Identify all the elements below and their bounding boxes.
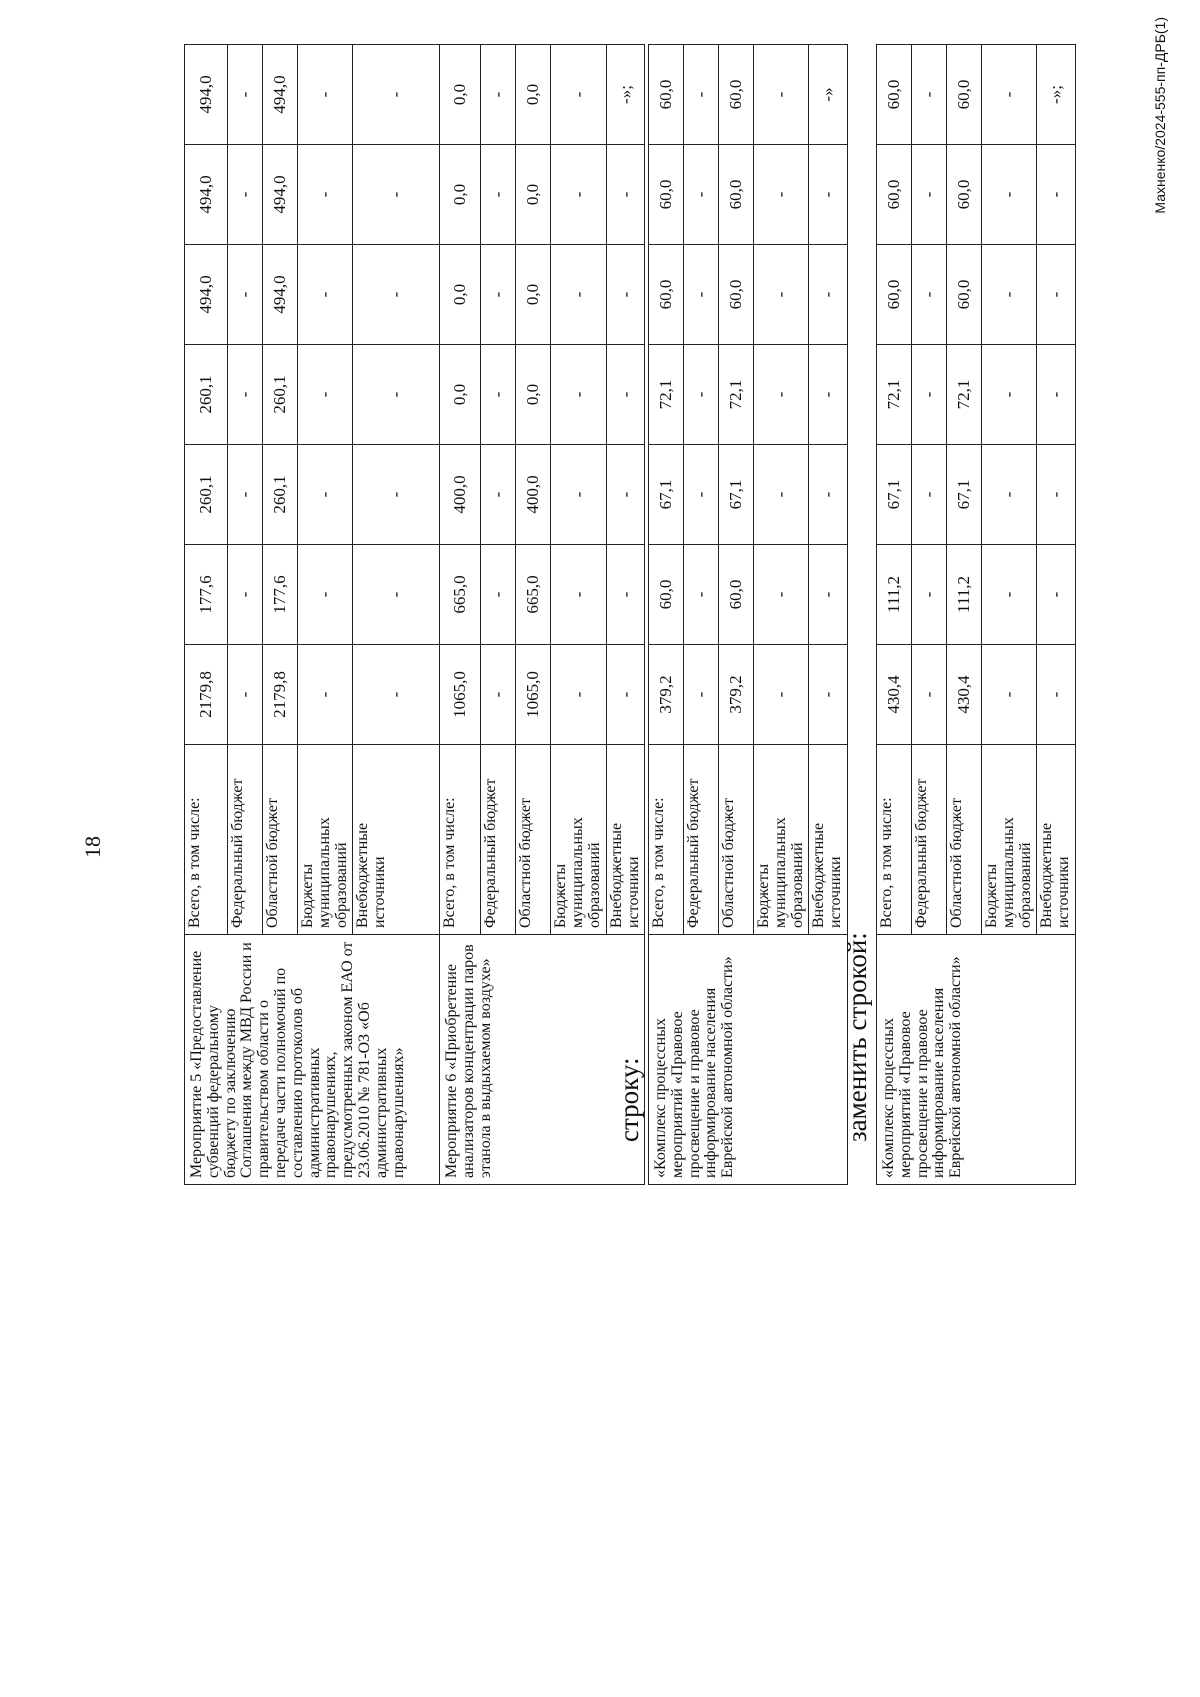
value-cell: - [353, 245, 440, 345]
value-cell: - [684, 345, 719, 445]
value-cell: - [684, 45, 719, 145]
value-cell: - [982, 45, 1037, 145]
value-cell: - [551, 245, 606, 345]
value-cell: - [754, 345, 809, 445]
value-cell: 60,0 [719, 45, 754, 145]
value-cell: - [912, 245, 947, 345]
value-cell: - [606, 145, 645, 245]
value-cell: - [298, 45, 353, 145]
value-cell: - [481, 345, 516, 445]
value-cell: 494,0 [185, 145, 228, 245]
value-cell: 60,0 [649, 45, 684, 145]
value-cell: - [551, 45, 606, 145]
value-cell: - [298, 545, 353, 645]
value-cell: 0,0 [440, 345, 481, 445]
value-cell: 400,0 [516, 445, 551, 545]
value-cell: - [754, 145, 809, 245]
value-cell: 430,4 [877, 645, 912, 745]
value-cell: 177,6 [185, 545, 228, 645]
funding-source: Бюджеты муниципальных образований [298, 745, 353, 935]
value-cell: - [228, 445, 263, 545]
value-cell: 60,0 [877, 145, 912, 245]
value-cell: - [982, 245, 1037, 345]
value-cell: 2179,8 [185, 645, 228, 745]
value-cell: - [353, 545, 440, 645]
value-cell: - [298, 445, 353, 545]
value-cell: - [809, 445, 848, 545]
funding-source: Федеральный бюджет [684, 745, 719, 935]
value-cell: 1065,0 [440, 645, 481, 745]
complex-name: «Комплекс процессных мероприятий «Правовое просвещение и правовое информирование населения Еврейской автономной области» [877, 935, 1076, 1185]
value-cell: - [1037, 145, 1076, 245]
funding-source: Областной бюджет [263, 745, 298, 935]
value-cell: - [684, 645, 719, 745]
value-cell: 60,0 [947, 245, 982, 345]
funding-source: Бюджеты муниципальных образований [982, 745, 1037, 935]
value-cell: - [551, 345, 606, 445]
value-cell: - [809, 145, 848, 245]
value-cell: 0,0 [516, 245, 551, 345]
funding-source: Всего, в том числе: [440, 745, 481, 935]
value-cell: - [298, 145, 353, 245]
funding-source: Всего, в том числе: [877, 745, 912, 935]
value-cell: - [982, 545, 1037, 645]
value-cell: - [982, 645, 1037, 745]
value-cell: 260,1 [263, 345, 298, 445]
funding-source: Областной бюджет [516, 745, 551, 935]
value-cell: 0,0 [516, 145, 551, 245]
value-cell: - [228, 645, 263, 745]
value-cell: 260,1 [185, 345, 228, 445]
value-cell: - [481, 445, 516, 545]
value-cell: - [912, 445, 947, 545]
page-number: 18 [80, 836, 105, 858]
value-cell: - [684, 145, 719, 245]
value-cell: - [481, 645, 516, 745]
value-cell: - [606, 645, 645, 745]
value-cell: - [684, 545, 719, 645]
value-cell: - [754, 45, 809, 145]
table-activities-5-6 [184, 44, 645, 1185]
value-cell: 67,1 [877, 445, 912, 545]
value-cell: 60,0 [719, 245, 754, 345]
value-cell: - [684, 445, 719, 545]
value-cell: -»; [606, 45, 645, 145]
value-cell: 665,0 [516, 545, 551, 645]
value-cell: - [982, 345, 1037, 445]
value-cell: 60,0 [947, 45, 982, 145]
value-cell: - [551, 645, 606, 745]
value-cell: 72,1 [649, 345, 684, 445]
value-cell: - [1037, 245, 1076, 345]
complex-name: «Комплекс процессных мероприятий «Правовое просвещение и правовое информирование населения Еврейской автономной области» [649, 935, 848, 1185]
value-cell: - [228, 145, 263, 245]
value-cell: - [1037, 445, 1076, 545]
value-cell: 60,0 [649, 245, 684, 345]
caption-line: строку: [614, 1057, 644, 1142]
document-code: Махненко/2024-555-пп-ДРБ(1) [1152, 17, 1168, 214]
funding-source: Внебюджетные источники [353, 745, 440, 935]
value-cell: - [606, 545, 645, 645]
value-cell: 0,0 [440, 245, 481, 345]
value-cell: 67,1 [947, 445, 982, 545]
table-old-row [648, 44, 848, 1185]
activity-name: Мероприятие 6 «Приобретение анализаторов концентрации паров этанола в выдыхаемом воздухе» [440, 935, 645, 1185]
value-cell: 72,1 [719, 345, 754, 445]
table-row [649, 45, 684, 1185]
value-cell: - [353, 445, 440, 545]
value-cell: 72,1 [947, 345, 982, 445]
value-cell: 494,0 [263, 145, 298, 245]
value-cell: -» [809, 45, 848, 145]
value-cell: 60,0 [719, 545, 754, 645]
funding-source: Внебюджетные источники [1037, 745, 1076, 935]
value-cell: - [912, 45, 947, 145]
value-cell: - [353, 645, 440, 745]
value-cell: 60,0 [947, 145, 982, 245]
value-cell: - [298, 645, 353, 745]
value-cell: 60,0 [877, 45, 912, 145]
value-cell: - [551, 445, 606, 545]
value-cell: 0,0 [440, 145, 481, 245]
value-cell: 379,2 [719, 645, 754, 745]
value-cell: - [809, 245, 848, 345]
value-cell: 260,1 [185, 445, 228, 545]
value-cell: - [912, 545, 947, 645]
value-cell: - [754, 545, 809, 645]
value-cell: 111,2 [877, 545, 912, 645]
funding-source: Внебюджетные источники [606, 745, 645, 935]
value-cell: - [481, 145, 516, 245]
value-cell: - [481, 245, 516, 345]
value-cell: 494,0 [263, 45, 298, 145]
value-cell: 379,2 [649, 645, 684, 745]
value-cell: - [982, 145, 1037, 245]
table-row [877, 45, 912, 1185]
value-cell: - [606, 345, 645, 445]
value-cell: - [1037, 645, 1076, 745]
table-new-row [876, 44, 1076, 1185]
value-cell: - [551, 145, 606, 245]
funding-source: Всего, в том числе: [649, 745, 684, 935]
value-cell: - [912, 645, 947, 745]
funding-source: Внебюджетные источники [809, 745, 848, 935]
value-cell: 494,0 [185, 245, 228, 345]
funding-source: Областной бюджет [719, 745, 754, 935]
funding-source: Федеральный бюджет [228, 745, 263, 935]
value-cell: 67,1 [719, 445, 754, 545]
value-cell: 0,0 [516, 45, 551, 145]
value-cell: 1065,0 [516, 645, 551, 745]
table-row [185, 45, 228, 1185]
value-cell: - [1037, 345, 1076, 445]
value-cell: - [809, 645, 848, 745]
value-cell: 177,6 [263, 545, 298, 645]
value-cell: - [228, 345, 263, 445]
caption-replace: заменить строкой: [842, 932, 872, 1142]
value-cell: - [298, 245, 353, 345]
value-cell: - [754, 245, 809, 345]
funding-source: Федеральный бюджет [481, 745, 516, 935]
value-cell: - [353, 145, 440, 245]
value-cell: 60,0 [719, 145, 754, 245]
value-cell: 60,0 [649, 145, 684, 245]
value-cell: 260,1 [263, 445, 298, 545]
funding-source: Бюджеты муниципальных образований [754, 745, 809, 935]
value-cell: - [481, 45, 516, 145]
funding-source: Бюджеты муниципальных образований [551, 745, 606, 935]
value-cell: - [606, 445, 645, 545]
value-cell: - [551, 545, 606, 645]
value-cell: - [353, 345, 440, 445]
value-cell: - [754, 645, 809, 745]
value-cell: - [353, 45, 440, 145]
funding-source: Областной бюджет [947, 745, 982, 935]
value-cell: - [1037, 545, 1076, 645]
value-cell: 60,0 [877, 245, 912, 345]
value-cell: - [754, 445, 809, 545]
table-row [440, 45, 481, 1185]
value-cell: - [606, 245, 645, 345]
value-cell: 665,0 [440, 545, 481, 645]
value-cell: - [912, 145, 947, 245]
funding-source: Всего, в том числе: [185, 745, 228, 935]
value-cell: 494,0 [185, 45, 228, 145]
value-cell: - [228, 245, 263, 345]
value-cell: 111,2 [947, 545, 982, 645]
value-cell: 72,1 [877, 345, 912, 445]
value-cell: 2179,8 [263, 645, 298, 745]
funding-source: Федеральный бюджет [912, 745, 947, 935]
value-cell: - [298, 345, 353, 445]
value-cell: - [228, 545, 263, 645]
value-cell: - [809, 345, 848, 445]
value-cell: 0,0 [516, 345, 551, 445]
value-cell: - [982, 445, 1037, 545]
value-cell: 0,0 [440, 45, 481, 145]
value-cell: 494,0 [263, 245, 298, 345]
value-cell: - [481, 545, 516, 645]
value-cell: 430,4 [947, 645, 982, 745]
value-cell: 67,1 [649, 445, 684, 545]
value-cell: - [912, 345, 947, 445]
value-cell: 60,0 [649, 545, 684, 645]
value-cell: 400,0 [440, 445, 481, 545]
value-cell: - [228, 45, 263, 145]
value-cell: - [809, 545, 848, 645]
value-cell: -»; [1037, 45, 1076, 145]
value-cell: - [684, 245, 719, 345]
activity-name: Мероприятие 5 «Предоставление субвенций федеральному бюджету по заключению Соглашения между МВД России и правительством области о передаче части полномочий по составлению протоколов об административных правонарушениях, предусмотренных законом ЕАО от 23.06.2010 № 781-ОЗ «Об административных правонарушениях» [185, 935, 440, 1185]
